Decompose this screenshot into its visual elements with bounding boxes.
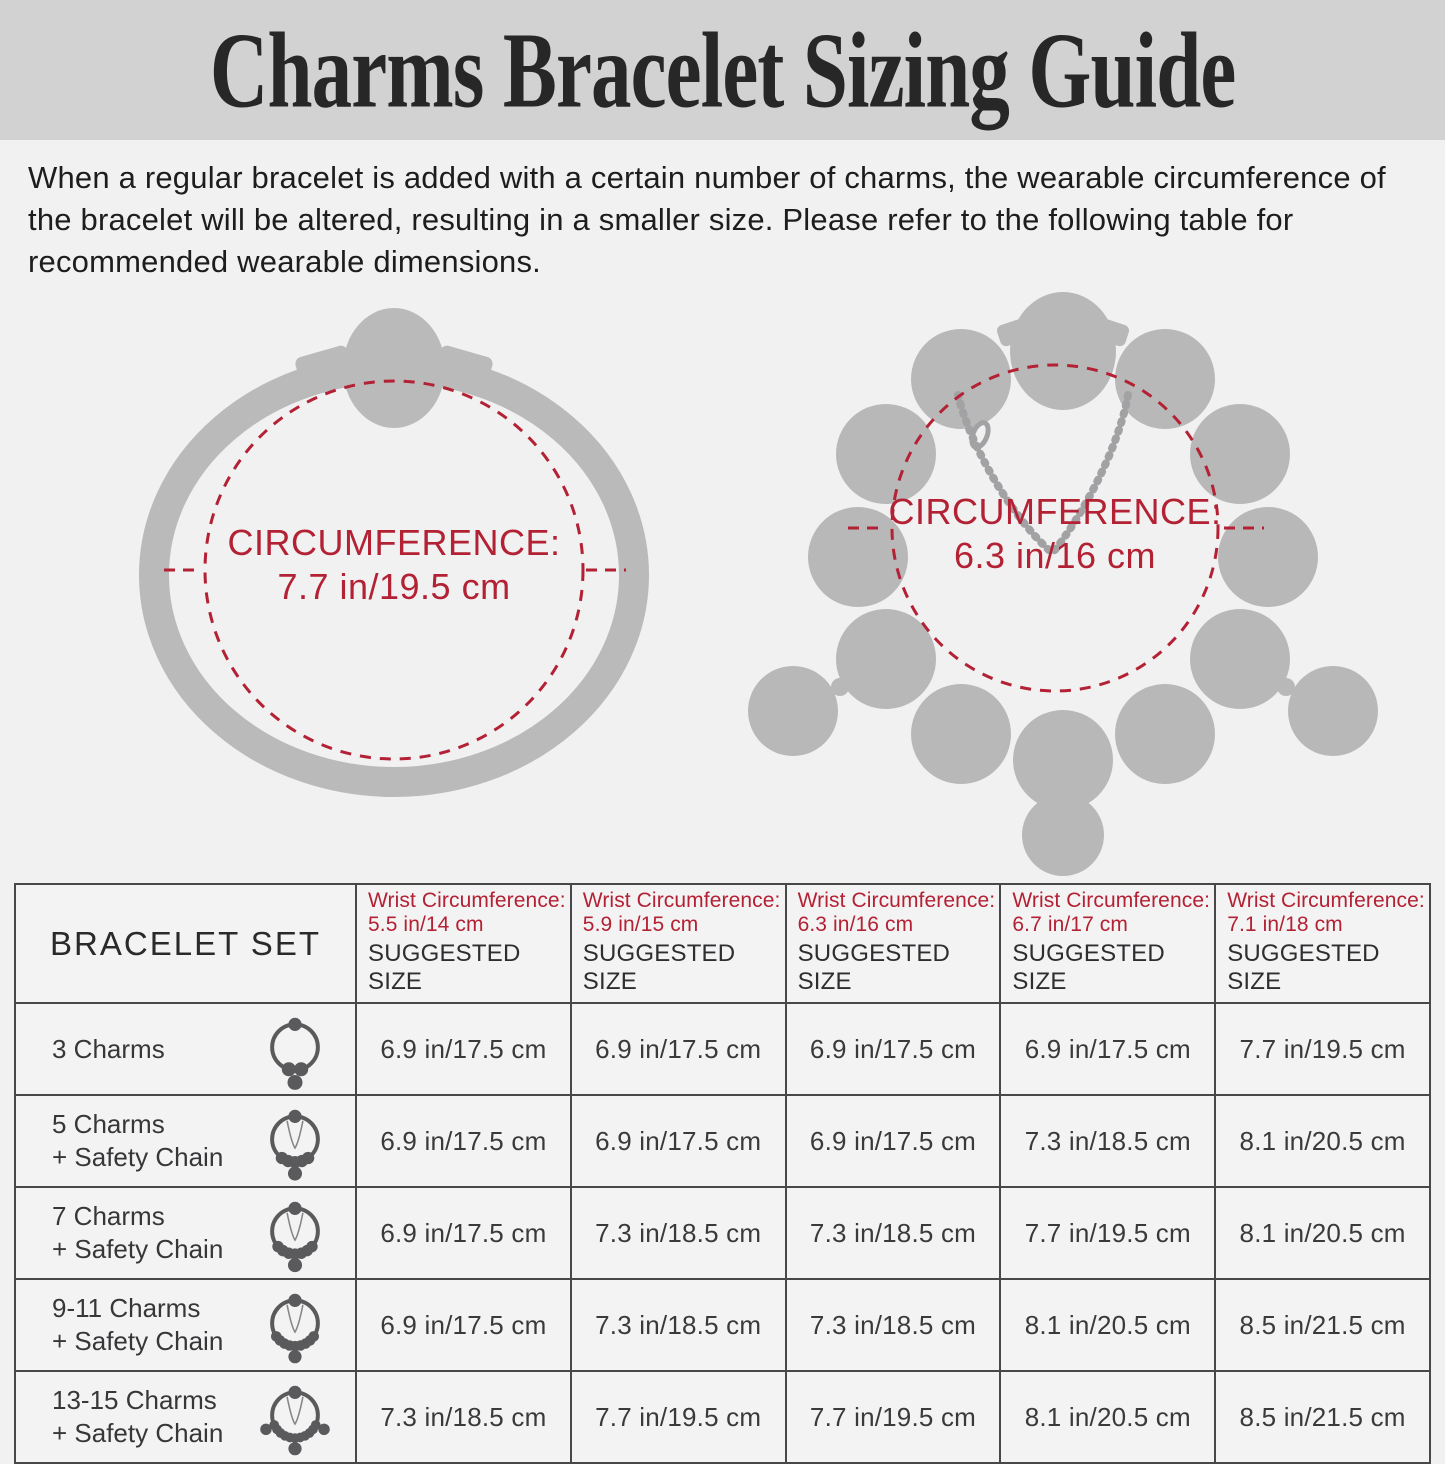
size-cell: 7.3 in/18.5 cm xyxy=(1000,1095,1215,1187)
bracelet-3-charms-icon xyxy=(251,1005,339,1093)
row-label-line2: + Safety Chain xyxy=(52,1142,224,1173)
suggested-size-label: SUGGESTED SIZE xyxy=(582,940,736,996)
column-header-6-3in xyxy=(786,884,1001,1003)
charm-bracelet-icon xyxy=(748,292,1378,876)
row-label-line2: + Safety Chain xyxy=(52,1418,224,1449)
row-header-9-11-charms xyxy=(15,1279,356,1371)
intro-paragraph: When a regular bracelet is added with a certain number of charms, the wearable circumference of the bracelet will be altered, resulting in a smaller size. Please refer to the following table for recommended wearable dimensions. xyxy=(28,160,1386,280)
size-cell: 6.9 in/17.5 cm xyxy=(356,1003,571,1095)
size-cell: 6.9 in/17.5 cm xyxy=(786,1095,1001,1187)
column-header-5-5in xyxy=(356,884,571,1003)
charm-bracelet-with-safety-chain-illustration xyxy=(718,283,1418,877)
bracelet-set-header: BRACELET SET xyxy=(50,924,321,962)
bracelet-9-11-charms-safety-chain-icon xyxy=(251,1281,339,1369)
row-header-3-charms xyxy=(15,1003,356,1095)
sizing-table xyxy=(14,883,1431,1464)
size-cell: 6.9 in/17.5 cm xyxy=(786,1003,1001,1095)
suggested-size-label: SUGGESTED SIZE xyxy=(368,940,521,996)
size-cell: 7.7 in/19.5 cm xyxy=(786,1371,1001,1463)
wrist-circumference-value: 7.1 in/18 cm xyxy=(1227,913,1343,937)
size-cell: 6.9 in/17.5 cm xyxy=(571,1003,786,1095)
size-cell: 7.3 in/18.5 cm xyxy=(571,1279,786,1371)
row-header-7-charms xyxy=(15,1187,356,1279)
size-cell: 7.3 in/18.5 cm xyxy=(786,1279,1001,1371)
row-label-line1: 9-11 Charms xyxy=(52,1293,201,1324)
column-header-7-1in xyxy=(1215,884,1430,1003)
wrist-circumference-label: Wrist Circumference: xyxy=(368,889,566,913)
bracelet-set-header-cell xyxy=(15,884,356,1003)
suggested-size-label: SUGGESTED SIZE xyxy=(1012,940,1165,996)
circumference-value: 6.3 in/16 cm xyxy=(953,535,1157,577)
size-cell: 7.3 in/18.5 cm xyxy=(356,1371,571,1463)
size-cell: 6.9 in/17.5 cm xyxy=(356,1187,571,1279)
size-cell: 8.1 in/20.5 cm xyxy=(1215,1095,1430,1187)
column-header-5-9in xyxy=(571,884,786,1003)
suggested-size-label: SUGGESTED SIZE xyxy=(1227,940,1380,996)
page-title: Charms Bracelet Sizing Guide xyxy=(209,9,1236,131)
size-cell: 8.1 in/20.5 cm xyxy=(1215,1187,1430,1279)
size-cell: 6.9 in/17.5 cm xyxy=(356,1279,571,1371)
size-cell: 8.5 in/21.5 cm xyxy=(1215,1279,1430,1371)
bracelet-5-charms-safety-chain-icon xyxy=(251,1097,339,1185)
size-cell: 6.9 in/17.5 cm xyxy=(1000,1003,1215,1095)
table-header-row xyxy=(15,884,1430,1003)
size-cell: 7.7 in/19.5 cm xyxy=(571,1371,786,1463)
row-label-line1: 5 Charms xyxy=(52,1109,165,1140)
plain-bracelet-illustration xyxy=(64,283,704,879)
circumference-label: CIRCUMFERENCE: xyxy=(227,522,561,564)
bracelet-13-15-charms-safety-chain-icon xyxy=(251,1373,339,1461)
wrist-circumference-value: 5.9 in/15 cm xyxy=(582,913,699,937)
table-row xyxy=(15,1095,1430,1187)
row-label-line1: 3 Charms xyxy=(52,1033,165,1064)
wrist-circumference-label: Wrist Circumference: xyxy=(1012,889,1211,913)
page-header xyxy=(0,0,1445,140)
row-label-line1: 13-15 Charms xyxy=(52,1385,217,1416)
bracelet-7-charms-safety-chain-icon xyxy=(251,1189,339,1277)
size-cell: 7.3 in/18.5 cm xyxy=(786,1187,1001,1279)
size-cell: 7.7 in/19.5 cm xyxy=(1000,1187,1215,1279)
row-label-line1: 7 Charms xyxy=(52,1201,165,1232)
wrist-circumference-label: Wrist Circumference: xyxy=(797,889,996,913)
row-label-line2: + Safety Chain xyxy=(52,1326,224,1357)
wrist-circumference-value: 5.5 in/14 cm xyxy=(368,913,484,937)
size-cell: 6.9 in/17.5 cm xyxy=(356,1095,571,1187)
size-cell: 7.3 in/18.5 cm xyxy=(571,1187,786,1279)
wrist-circumference-value: 6.7 in/17 cm xyxy=(1012,913,1128,937)
row-header-5-charms xyxy=(15,1095,356,1187)
size-cell: 8.5 in/21.5 cm xyxy=(1215,1371,1430,1463)
wrist-circumference-value: 6.3 in/16 cm xyxy=(797,913,914,937)
wrist-circumference-label: Wrist Circumference: xyxy=(582,889,781,913)
table-row xyxy=(15,1279,1430,1371)
table-row xyxy=(15,1003,1430,1095)
column-header-6-7in xyxy=(1000,884,1215,1003)
wrist-circumference-label: Wrist Circumference: xyxy=(1227,889,1425,913)
table-row xyxy=(15,1187,1430,1279)
suggested-size-label: SUGGESTED SIZE xyxy=(797,940,951,996)
table-row xyxy=(15,1371,1430,1463)
circumference-label: CIRCUMFERENCE: xyxy=(888,491,1222,533)
size-cell: 8.1 in/20.5 cm xyxy=(1000,1371,1215,1463)
size-cell: 7.7 in/19.5 cm xyxy=(1215,1003,1430,1095)
circumference-value: 7.7 in/19.5 cm xyxy=(277,566,511,608)
row-label-line2: + Safety Chain xyxy=(52,1234,224,1265)
size-cell: 8.1 in/20.5 cm xyxy=(1000,1279,1215,1371)
diagrams-section xyxy=(0,283,1445,883)
size-cell: 6.9 in/17.5 cm xyxy=(571,1095,786,1187)
row-header-13-15-charms xyxy=(15,1371,356,1463)
